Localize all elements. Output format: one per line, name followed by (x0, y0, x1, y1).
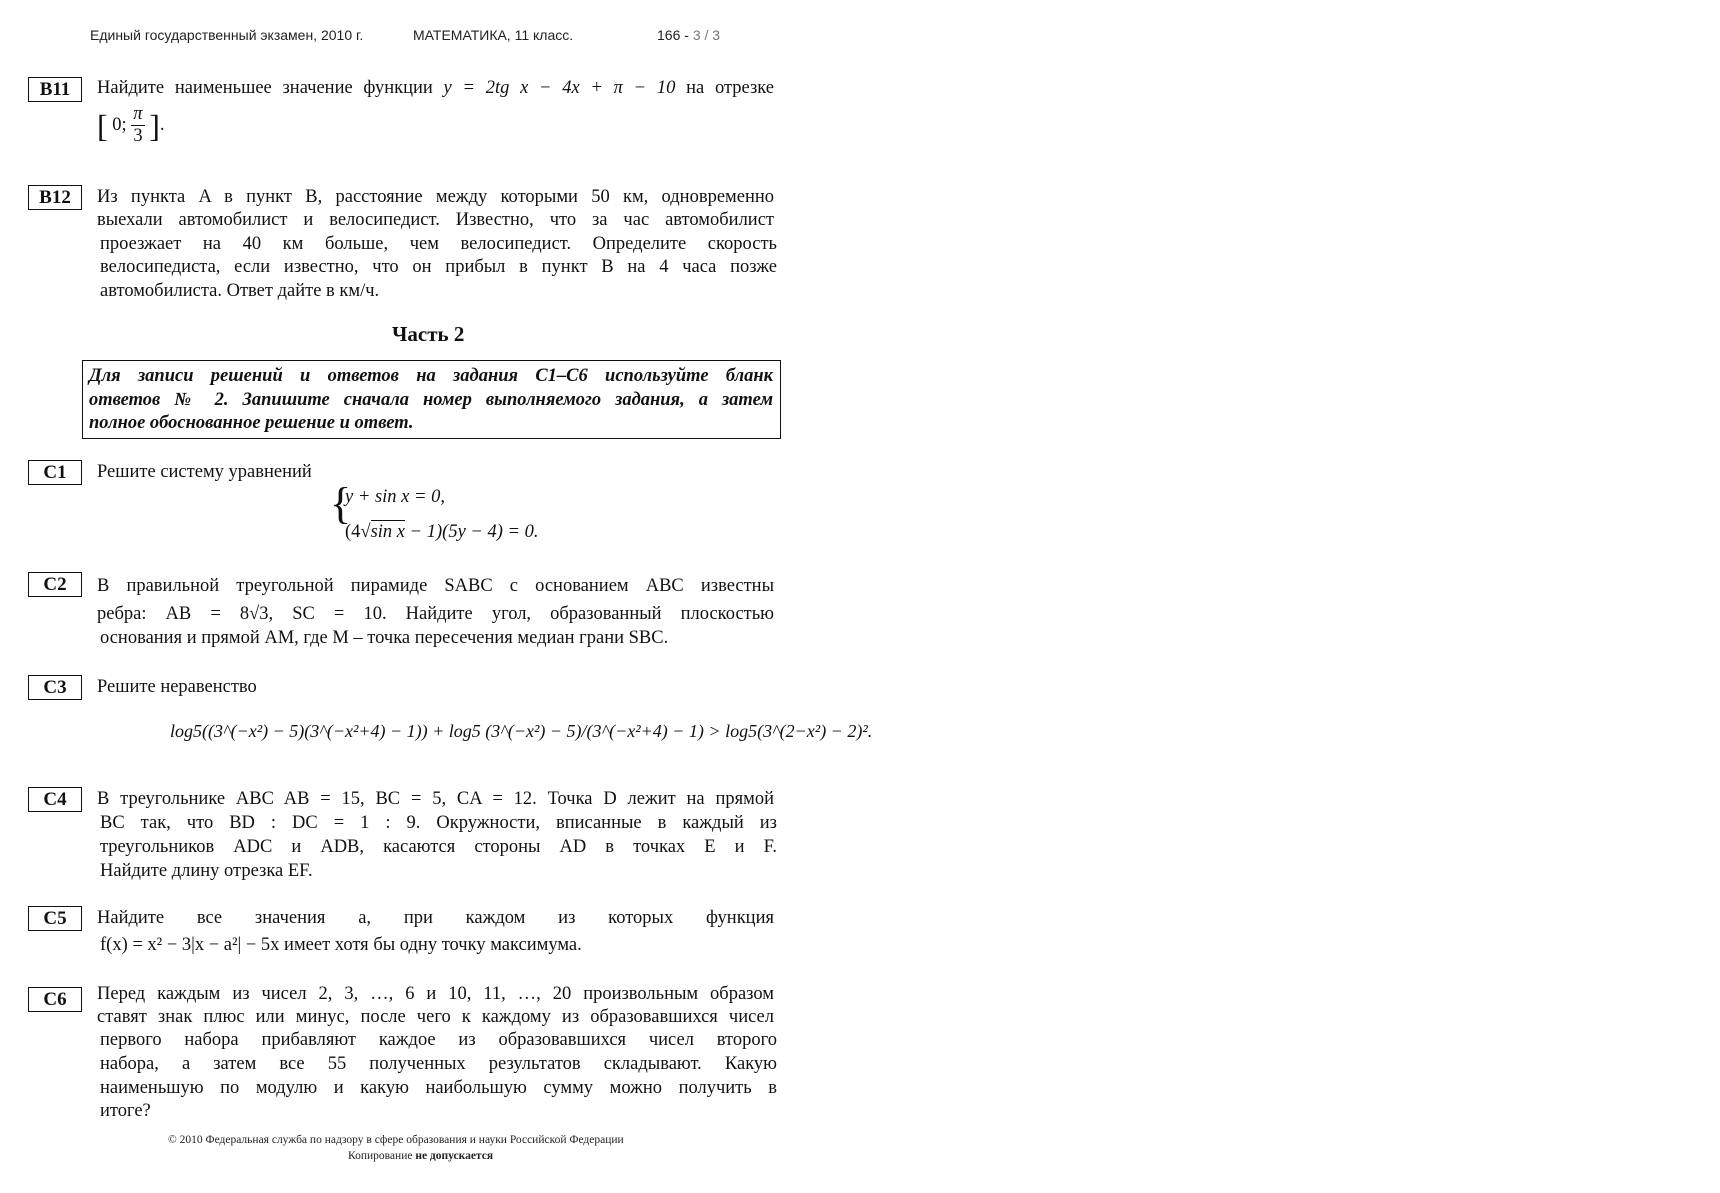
c4-line-3: треугольников ADC и ADB, касаются стороны AD в точках E и F. (100, 837, 777, 857)
c1-eq2-root: sin x (370, 522, 406, 542)
c6-line-6: итоге? (100, 1101, 151, 1121)
task-label-c5: C5 (28, 906, 82, 931)
b12-line-1: Из пункта A в пункт B, расстояние между которыми 50 км, одновременно (97, 187, 774, 207)
task-label-c3: C3 (28, 675, 82, 700)
c1-eq2 (345, 522, 539, 543)
footer-copy-bold: не допускается (415, 1150, 494, 1162)
c4-line-1: В треугольнике ABC AB = 15, BC = 5, CA = 12. Точка D лежит на прямой (97, 789, 774, 809)
c6-line-2: ставят знак плюс или минус, после чего к каждому из образовавшихся чисел (97, 1007, 774, 1027)
c2-line-2: ребра: AB = 8√3, SC = 10. Найдите угол, образованный плоскостью (97, 604, 774, 624)
header-page-total: 3 / 3 (692, 27, 721, 43)
b11-question: Найдите наименьшее значение функции (97, 78, 433, 98)
b11-text (97, 77, 774, 99)
c6-line-1: Перед каждым из чисел 2, 3, …, 6 и 10, 11, …, 20 произвольным образом (97, 984, 774, 1004)
footer-copy-notice (348, 1150, 493, 1162)
interval-den: 3 (133, 126, 143, 146)
bracket-left: [ (97, 107, 108, 144)
part2-instruction-box (82, 360, 781, 439)
task-label-b12: B12 (28, 185, 82, 210)
c4-line-2: BC так, что BD : DC = 1 : 9. Окружности, вписанные в каждый из (100, 813, 777, 833)
c6-line-3: первого набора прибавляют каждое из образовавшихся чисел второго (100, 1030, 777, 1050)
footer-copyright: © 2010 Федеральная служба по надзору в сфере образования и науки Российской Федерации (168, 1134, 624, 1146)
task-label-c2: C2 (28, 572, 82, 597)
c3-formula: log5((3^(−x²) − 5)(3^(−x²+4) − 1)) + log5 (3^(−x²) − 5)/(3^(−x²+4) − 1) > log5(3^(2−x²) − 2)². (170, 721, 873, 741)
bracket-right: ] (149, 107, 160, 144)
instruction-line-1: Для записи решений и ответов на задания C1–C6 используйте бланк (89, 366, 773, 386)
c6-line-5: наименьшую по модулю и какую наибольшую сумму можно получить в (100, 1078, 777, 1098)
c1-eq2-rest: − 1)(5y − 4) = 0. (405, 522, 539, 542)
c1-eq1: y + sin x = 0, (345, 487, 445, 507)
c6-line-4: набора, а затем все 55 полученных результатов складывают. Какую (100, 1054, 777, 1074)
c1-text: Решите систему уравнений (97, 462, 312, 482)
sqrt-sign: √ (360, 522, 371, 542)
task-label-c6: C6 (28, 987, 82, 1012)
b11-formula: y = 2tg x − 4x + π − 10 (443, 78, 676, 98)
header-page-number: 166 - (657, 27, 689, 43)
b12-line-3: проезжает на 40 км больше, чем велосипедист. Определите скорость (100, 234, 777, 254)
header-exam: Единый государственный экзамен, 2010 г. (90, 27, 364, 43)
instruction-line-2: ответов № 2. Запишите сначала номер выполняемого задания, а затем (89, 390, 773, 410)
task-label-c1: C1 (28, 460, 82, 485)
c5-line-1: Найдите все значения a, при каждом из которых функция (97, 908, 774, 928)
instruction-line-3: полное обоснованное решение и ответ. (89, 413, 414, 433)
c2-line-1: В правильной треугольной пирамиде SABC с основанием ABC известны (97, 576, 774, 596)
c3-text: Решите неравенство (97, 677, 257, 697)
interval-num: π (133, 104, 143, 124)
task-label-b11: B11 (28, 77, 82, 102)
b11-tail: на отрезке (686, 78, 774, 98)
header-subject: МАТЕМАТИКА, 11 класс. (413, 27, 574, 43)
header-page (657, 27, 720, 43)
task-label-c4: C4 (28, 787, 82, 812)
b12-line-5: автомобилиста. Ответ дайте в км/ч. (100, 281, 380, 301)
c1-system-brace: { (330, 479, 352, 528)
b12-line-4: велосипедиста, если известно, что он прибыл в пункт B на 4 часа позже (100, 257, 777, 277)
c4-line-4: Найдите длину отрезка EF. (100, 861, 313, 881)
interval-left: 0; (112, 114, 127, 135)
interval-fraction (131, 104, 144, 147)
c5-line-2: f(x) = x² − 3|x − a²| − 5x имеет хотя бы одну точку максимума. (100, 935, 582, 955)
part2-heading: Часть 2 (392, 322, 465, 346)
b12-line-2: выехали автомобилист и велосипедист. Известно, что за час автомобилист (97, 210, 774, 230)
b11-interval: [ 0; $\frac{\pi}{3}$ ]. (97, 104, 165, 146)
footer-copy-prefix: Копирование (348, 1150, 413, 1162)
c2-line-3: основания и прямой AM, где M – точка пересечения медиан грани SBC. (100, 628, 669, 648)
c1-eq2-open: (4 (345, 522, 361, 542)
